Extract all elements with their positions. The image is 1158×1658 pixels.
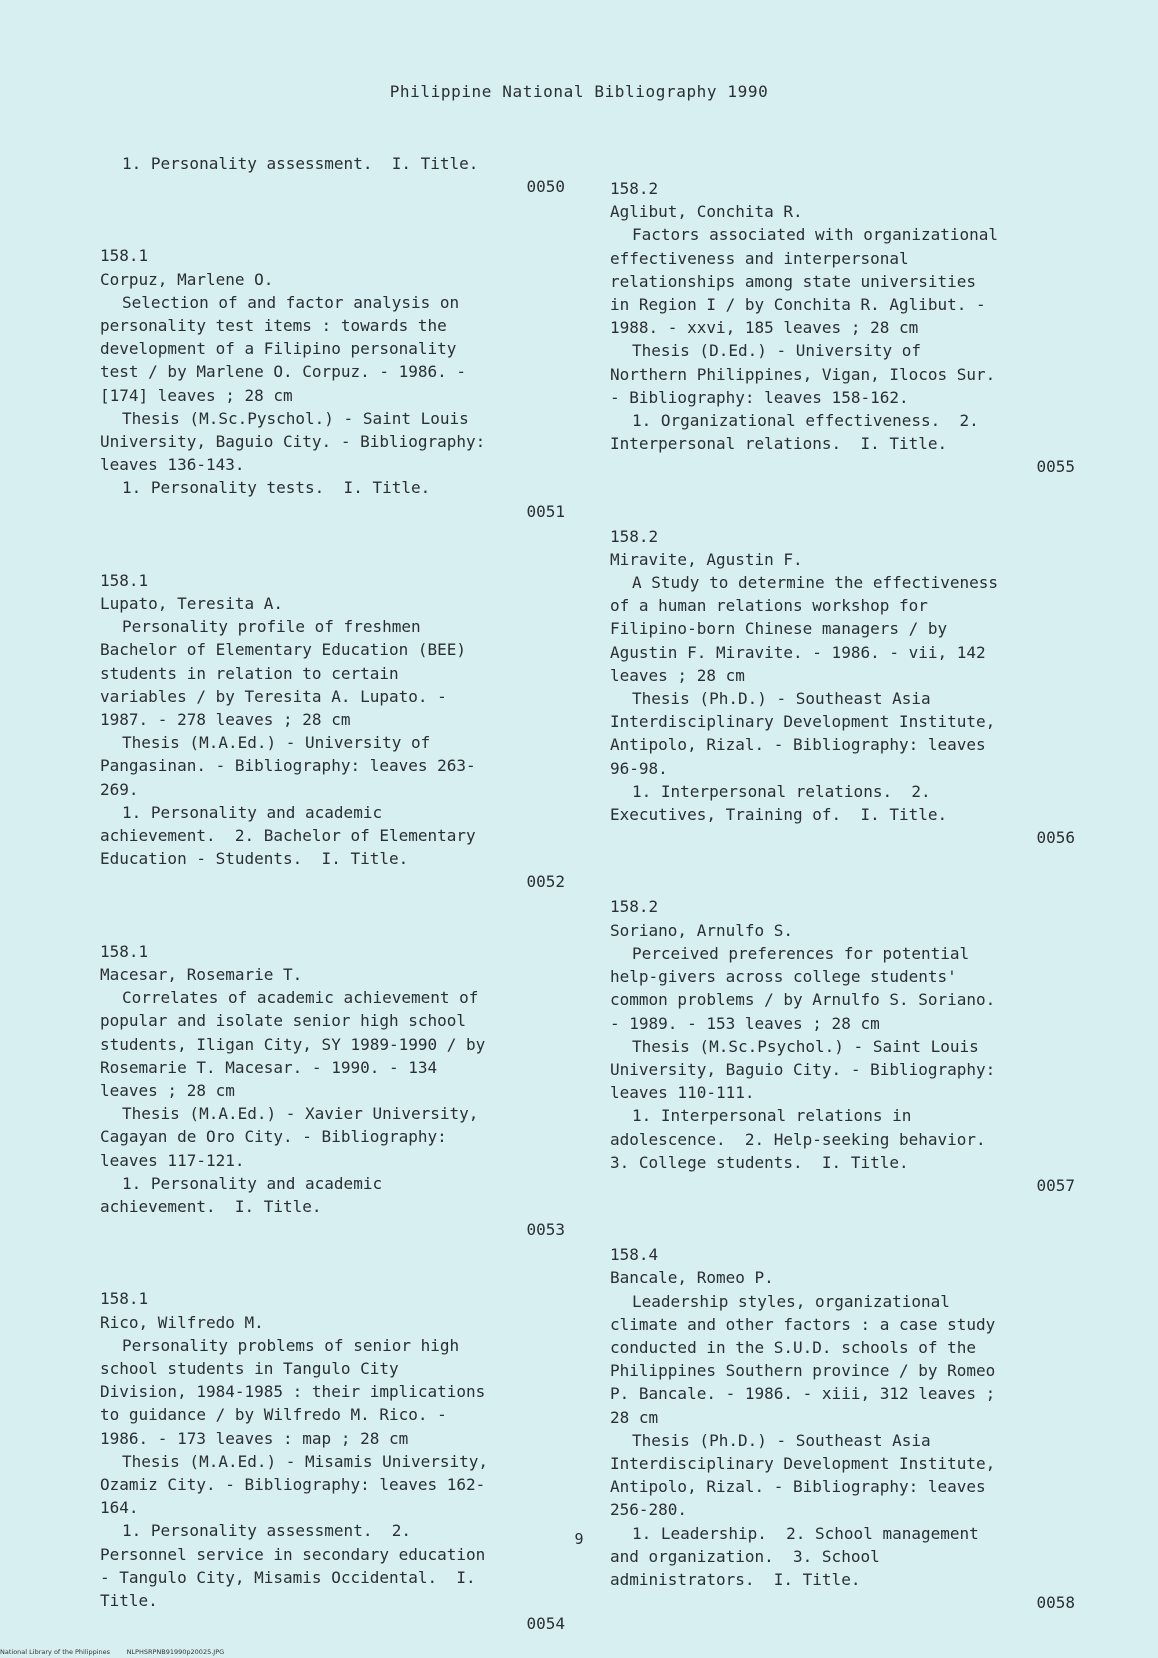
thesis-note-line: 164. [100, 1498, 139, 1518]
class-number: 158.4 [610, 1245, 659, 1265]
description-line: Filipino-born Chinese managers / by [610, 619, 948, 639]
entry-number: 0051 [526, 501, 565, 521]
entry-gap [610, 479, 1075, 525]
description-line: Leadership styles, organizational [632, 1291, 950, 1311]
subject-line: 1. Organizational effectiveness. 2. [632, 411, 979, 431]
description-line: Selection of and factor analysis on [122, 292, 460, 312]
description-line: to guidance / by Wilfredo M. Rico. - [100, 1405, 447, 1425]
subject-line: achievement. 2. Bachelor of Elementary [100, 826, 476, 846]
right-column [610, 177, 1075, 1614]
thesis-note-line: Thesis (D.Ed.) - University of [632, 341, 921, 361]
subject-line: 1. Personality and academic [122, 802, 383, 822]
entry-number: 0055 [1036, 457, 1075, 477]
thesis-note-line: Northern Philippines, Vigan, Ilocos Sur. [610, 364, 996, 384]
thesis-note-line: leaves 136-143. [100, 455, 245, 475]
subject-line: Personnel service in secondary education [100, 1544, 486, 1564]
description-line: development of a Filipino personality [100, 339, 457, 359]
entry-fragment [100, 152, 565, 198]
thesis-note-line: Thesis (M.A.Ed.) - Xavier University, [122, 1104, 479, 1124]
thesis-note-line: Thesis (M.A.Ed.) - University of [122, 733, 431, 753]
left-column [100, 152, 565, 1635]
description-line: variables / by Teresita A. Lupato. - [100, 686, 447, 706]
class-number: 158.2 [610, 179, 659, 198]
class-number: 158.1 [100, 941, 149, 961]
description-line: leaves ; 28 cm [100, 1080, 235, 1100]
subject-line: adolescence. 2. Help-seeking behavior. [610, 1129, 986, 1149]
bibliographic-entry [100, 940, 565, 1242]
description-line: students, Iligan City, SY 1989-1990 / by [100, 1034, 486, 1054]
entry-author: Bancale, Romeo P. [610, 1268, 774, 1288]
thesis-note-line: Thesis (M.Sc.Pyschol.) - Saint Louis [122, 408, 469, 428]
bibliographic-entry [100, 1287, 565, 1635]
entry-number: 0057 [1036, 1175, 1075, 1195]
description-line: in Region I / by Conchita R. Aglibut. - [610, 295, 986, 315]
page-header: Philippine National Bibliography 1990 [389, 82, 769, 101]
entry-gap [610, 849, 1075, 895]
description-line: 1988. - xxvi, 185 leaves ; 28 cm [610, 318, 919, 338]
thesis-note-line: 269. [100, 779, 139, 799]
entry-gap [100, 894, 565, 940]
subject-line: 1. Interpersonal relations. 2. [632, 781, 931, 801]
entry-gap [100, 198, 565, 244]
thesis-note-line: Pangasinan. - Bibliography: leaves 263- [100, 756, 476, 776]
footer-file-id: NLPHSRPNB91990p20025.JPG [126, 1648, 225, 1656]
description-line: test / by Marlene O. Corpuz. - 1986. - [100, 362, 467, 382]
subject-line: 1. Personality assessment. 2. [122, 1521, 411, 1541]
subject-line: - Tangulo City, Misamis Occidental. I. [100, 1567, 476, 1587]
description-line: students in relation to certain [100, 663, 399, 683]
thesis-note-line: 256-280. [610, 1500, 688, 1520]
thesis-note-line: Thesis (Ph.D.) - Southeast Asia [632, 689, 931, 709]
description-line: effectiveness and interpersonal [610, 248, 909, 268]
thesis-note-line: Thesis (Ph.D.) - Southeast Asia [632, 1430, 931, 1450]
description-line: relationships among state universities [610, 271, 977, 291]
subject-line: and organization. 3. School [610, 1546, 880, 1566]
entry-gap [100, 1241, 565, 1287]
description-line: leaves ; 28 cm [610, 665, 745, 685]
class-number: 158.2 [610, 897, 659, 917]
entry-number: 0054 [526, 1614, 565, 1634]
entry-author: Aglibut, Conchita R. [610, 202, 803, 222]
thesis-note-line: University, Baguio City. - Bibliography: [610, 1059, 996, 1079]
thesis-note-line: leaves 117-121. [100, 1150, 245, 1170]
subject-line: 1. Personality tests. I. Title. [122, 478, 431, 498]
entry-author: Rico, Wilfredo M. [100, 1312, 264, 1332]
description-line: popular and isolate senior high school [100, 1011, 467, 1031]
thesis-note-line: Interdisciplinary Development Institute, [610, 712, 996, 732]
description-line: A Study to determine the effectiveness [632, 573, 999, 593]
subject-line: Title. [100, 1590, 158, 1610]
description-line: 1986. - 173 leaves : map ; 28 cm [100, 1428, 409, 1448]
thesis-note-line: Cagayan de Oro City. - Bibliography: [100, 1127, 447, 1147]
footer-institution: National Library of the Philippines [0, 1648, 111, 1656]
bibliographic-entry [610, 1243, 1075, 1614]
description-line: Rosemarie T. Macesar. - 1990. - 134 [100, 1057, 438, 1077]
thesis-note-line: Thesis (M.Sc.Psychol.) - Saint Louis [632, 1036, 979, 1056]
description-line: personality test items : towards the [100, 316, 447, 336]
subject-line: 1. Personality assessment. I. Title. [122, 154, 479, 173]
description-line: Agustin F. Miravite. - 1986. - vii, 142 [610, 642, 986, 662]
thesis-note-line: Interdisciplinary Development Institute, [610, 1453, 996, 1473]
bibliographic-entry [100, 244, 565, 522]
thesis-note-line: leaves 110-111. [610, 1083, 755, 1103]
class-number: 158.1 [100, 570, 149, 590]
subject-line: Interpersonal relations. I. Title. [610, 434, 948, 454]
description-line: - 1989. - 153 leaves ; 28 cm [610, 1013, 880, 1033]
entry-gap [100, 523, 565, 569]
description-line: school students in Tangulo City [100, 1358, 399, 1378]
description-line: Philippines Southern province / by Romeo [610, 1361, 996, 1381]
description-line: Personality problems of senior high [122, 1335, 460, 1355]
entry-gap [610, 1197, 1075, 1243]
subject-line: 1. Interpersonal relations in [632, 1106, 912, 1126]
description-line: common problems / by Arnulfo S. Soriano. [610, 990, 996, 1010]
thesis-note-line: Ozamiz City. - Bibliography: leaves 162- [100, 1474, 486, 1494]
entry-author: Soriano, Arnulfo S. [610, 920, 794, 940]
entry-author: Miravite, Agustin F. [610, 549, 803, 569]
description-line: help-givers across college students' [610, 967, 957, 987]
class-number: 158.1 [100, 246, 149, 266]
subject-line: Education - Students. I. Title. [100, 849, 409, 869]
description-line: P. Bancale. - 1986. - xiii, 312 leaves ; [610, 1384, 996, 1404]
description-line: Factors associated with organizational [632, 225, 999, 245]
bibliographic-entry [610, 177, 1075, 479]
entry-author: Lupato, Teresita A. [100, 594, 284, 614]
thesis-note-line: Thesis (M.A.Ed.) - Misamis University, [122, 1451, 489, 1471]
thesis-note-line: University, Baguio City. - Bibliography: [100, 432, 486, 452]
entry-number: 0050 [526, 177, 565, 197]
page-number: 9 [574, 1530, 584, 1548]
thesis-note-line: 96-98. [610, 758, 668, 778]
entry-author: Macesar, Rosemarie T. [100, 964, 303, 984]
entry-number: 0058 [1036, 1593, 1075, 1613]
subject-line: 1. Leadership. 2. School management [632, 1523, 979, 1543]
bibliographic-entry [100, 569, 565, 894]
description-line: Division, 1984-1985 : their implications [100, 1382, 486, 1402]
description-line: Correlates of academic achievement of [122, 988, 479, 1008]
description-line: 28 cm [610, 1407, 659, 1427]
entry-number: 0056 [1036, 828, 1075, 848]
description-line: Personality profile of freshmen [122, 617, 421, 637]
description-line: conducted in the S.U.D. schools of the [610, 1337, 977, 1357]
subject-line: 1. Personality and academic [122, 1173, 383, 1193]
entry-number: 0053 [526, 1220, 565, 1240]
description-line: 1987. - 278 leaves ; 28 cm [100, 710, 351, 730]
description-line: climate and other factors : a case study [610, 1314, 996, 1334]
description-line: of a human relations workshop for [610, 596, 928, 616]
thesis-note-line: Antipolo, Rizal. - Bibliography: leaves [610, 735, 986, 755]
description-line: Bachelor of Elementary Education (BEE) [100, 640, 467, 660]
description-line: [174] leaves ; 28 cm [100, 385, 293, 405]
subject-line: administrators. I. Title. [610, 1569, 861, 1589]
class-number: 158.1 [100, 1289, 149, 1309]
subject-line: 3. College students. I. Title. [610, 1152, 909, 1172]
thesis-note-line: - Bibliography: leaves 158-162. [610, 387, 909, 407]
description-line: Perceived preferences for potential [632, 943, 970, 963]
entry-author: Corpuz, Marlene O. [100, 269, 274, 289]
subject-line: Executives, Training of. I. Title. [610, 805, 948, 825]
thesis-note-line: Antipolo, Rizal. - Bibliography: leaves [610, 1477, 986, 1497]
entry-number: 0052 [526, 872, 565, 892]
class-number: 158.2 [610, 526, 659, 546]
subject-line: achievement. I. Title. [100, 1196, 322, 1216]
footer [0, 1648, 224, 1656]
bibliographic-entry [610, 525, 1075, 850]
bibliographic-entry [610, 895, 1075, 1197]
